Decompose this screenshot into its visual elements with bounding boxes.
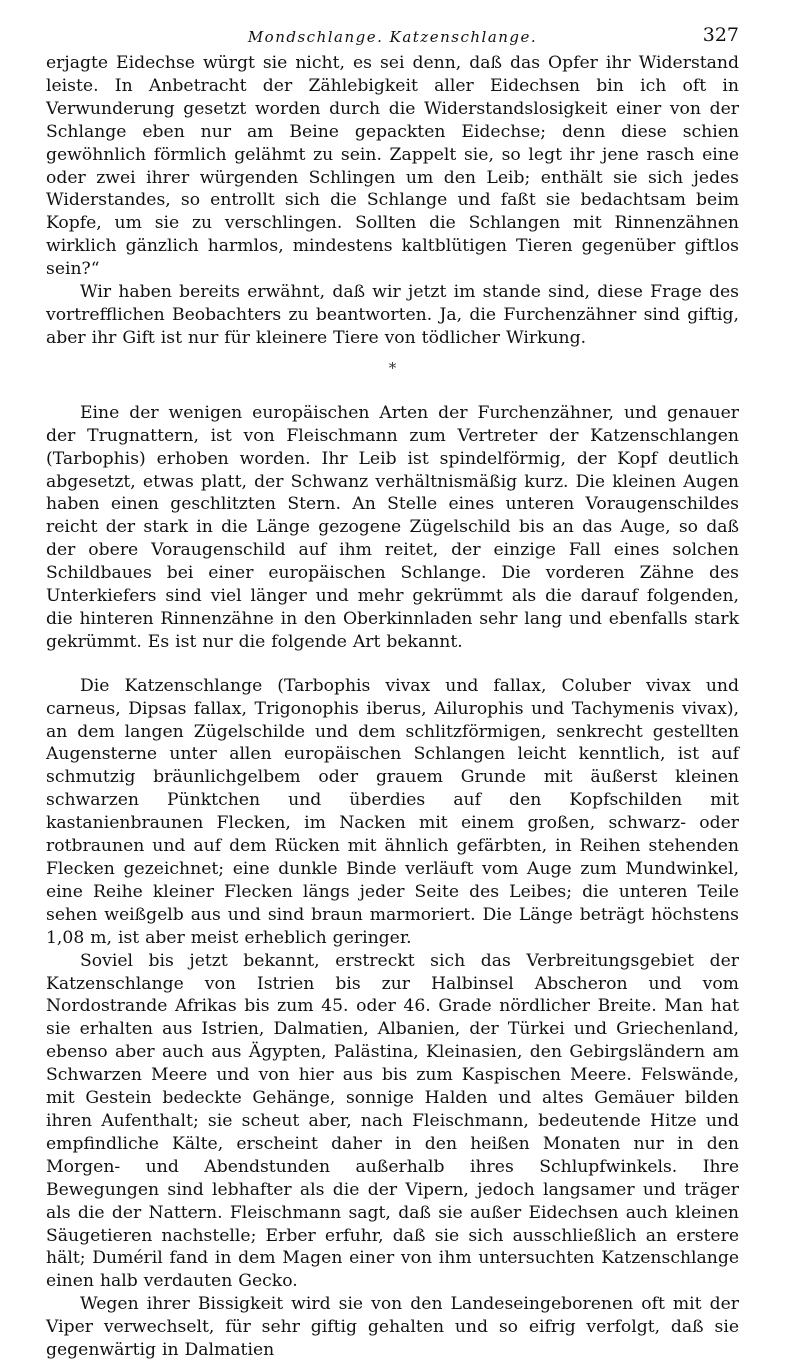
running-head: Mondschlange. Katzenschlange. — [247, 28, 538, 46]
paragraph-furchenzaehner: Wir haben bereits erwähnt, daß wir jetzt im stande sind, diese Frage des vortrefflichen Beobachters zu beantworten. Ja, die Furchenzähner sind giftig, aber ihr Gift ist nur für kleinere Tiere von tödlicher Wirkung. — [46, 282, 739, 348]
paragraph-katzenschlange-description: Die Katzenschlange (Tarbophis vivax und fallax, Coluber vivax und carneus, Dipsas fallax, Trigonophis iberus, Ailurophis und Tachymenis vivax), an dem langen Zügelschilde und dem schlitzförmigen, senkrecht gestellten Augensterne unter allen europäischen Schlangen leicht kenntlich, ist auf schmutzig bräunlichgelbem oder grauem Grunde mit äußerst kleinen schwarzen Pünktchen und überdies auf den Kopfschilden mit kastanienbraunen Flecken, im Nacken mit einem großen, schwarz- oder rotbraunen und auf dem Rücken mit ähnlich gefärbten, in Reihen stehenden Flecken gezeichnet; eine dunkle Binde verläuft vom Auge zum Mundwinkel, eine Reihe kleiner Flecken längs jeder Seite des Leibes; die unteren Teile sehen weißgelb aus und sind braun marmoriert. Die Länge beträgt höchstens 1,08 m, ist aber meist erheblich geringer. — [46, 675, 739, 948]
section-separator: * — [388, 358, 397, 377]
paragraph-verbreitung: Soviel bis jetzt bekannt, erstreckt sich das Verbreitungsgebiet der Katzenschlange von Istrien bis zur Halbinsel Abscheron und vom Nordostrande Afrikas bis zum 45. oder 46. Grade nördlicher Breite. Man hat sie erhalten aus Istrien, Dalmatien, Albanien, der Türkei und Griechenland, ebenso aber auch aus Ägypten, Palästina, Kleinasien, den Gebirgsländern am Schwarzen Meere und von hier aus bis zum Kaspischen Meere. Felswände, mit Gestein bedeckte Gehänge, sonnige Halden und altes Gemäuer bilden ihren Aufenthalt; sie scheut aber, nach Fleischmann, bedeutende Hitze und empfindliche Kälte, erscheint daher in den heißen Monaten nur in den Morgen- und Abendstunden außerhalb ihres Schlupfwinkels. Ihre Bewegungen sind lebhafter als die der Vipern, jedoch langsamer und träger als die der Nattern. Fleischmann sagt, daß sie außer Eidechsen auch kleinen Säugetieren nachstelle; Erber erfuhr, daß sie sich ausschließlich an erstere hält; Duméril fand in dem Magen einer von ihm untersuchten Katzenschlange einen halb verdauten Gecko. — [46, 950, 739, 1292]
paragraph-katzenschlangen-genus: Eine der wenigen europäischen Arten der Furchenzähner, und genauer der Trugnattern, ist von Fleischmann zum Vertreter der Katzenschlangen (Tarbophis) erhoben worden. Ihr Leib ist spindelförmig, der Kopf deutlich abgesetzt, etwas platt, der Schwanz verhältnismäßig kurz. Die kleinen Augen haben einen geschlitzten Stern. An Stelle eines unteren Voraugenschildes reicht der stark in die Länge gezogene Zügelschild bis an das Auge, so daß der obere Voraugenschild auf ihm reitet, der einzige Fall eines solchen Schildbaues bei einer europäischen Schlange. Die vorderen Zähne des Unterkiefers sind viel länger und mehr gekrümmt als die darauf folgenden, die hinteren Rinnenzähne in den Oberkinnladen sehr lang und ebenfalls stark gekrümmt. Es ist nur die folgende Art bekannt. — [46, 402, 739, 652]
paragraph-gap — [46, 654, 739, 675]
paragraph-continuation: erjagte Eidechse würgt sie nicht, es sei denn, daß das Opfer ihr Widerstand leiste. In Anbetracht der Zählebigkeit aller Eidechsen bin ich oft in Verwunderung gesetzt worden durch die Widerstandslosigkeit einer von der Schlange eben nur am Beine gepackten Eidechse; denn diese schien gewöhnlich förmlich gelähmt zu sein. Zappelt sie, so legt ihr jene rasch eine oder zwei ihrer würgenden Schlingen um den Leib; enthält sie sich jedes Widerstandes, so entrollt sich die Schlange und faßt sie bedachtsam beim Kopfe, um sie zu verschlingen. Sollten die Schlangen mit Rinnenzähnen wirklich gänzlich harmlos, mindestens kaltblütigen Tieren gegenüber giftlos sein?“ — [46, 53, 739, 280]
page-number: 327 — [702, 24, 739, 46]
paragraph-bissigkeit: Wegen ihrer Bissigkeit wird sie von den Landeseingeborenen oft mit der Viper verwechselt, für sehr giftig gehalten und so eifrig verfolgt, daß sie gegenwärtig in Dalmatien — [46, 1294, 739, 1361]
page-header — [46, 22, 739, 52]
